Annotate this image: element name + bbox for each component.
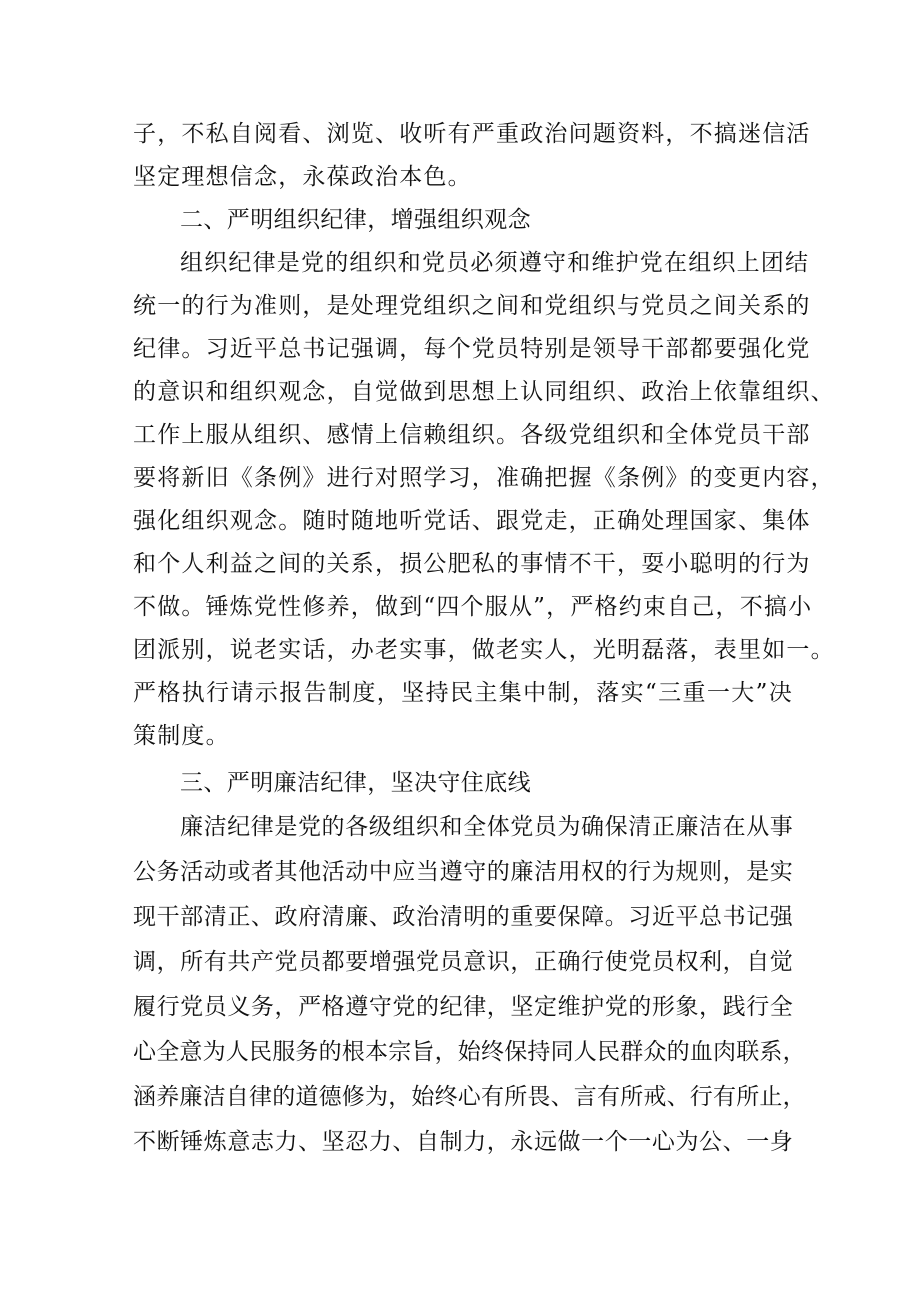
paragraph-line: 的意识和组织观念，自觉做到思想上认同组织、政治上依靠组织、 [133, 379, 835, 405]
paragraph-line: 不做。锤炼党性修养，做到“四个服从”，严格约束自己，不搞小 [133, 594, 813, 620]
section-heading: 二、严明组织纪律，增强组织观念 [180, 207, 531, 233]
paragraph-line: 和个人利益之间的关系，损公肥私的事情不干，耍小聪明的行为 [133, 551, 811, 577]
paragraph-line: 严格执行请示报告制度，坚持民主集中制，落实“三重一大”决 [133, 680, 793, 706]
paragraph-line: 组织纪律是党的组织和党员必须遵守和维护党在组织上团结 [180, 250, 810, 276]
paragraph-line: 团派别，说老实话，办老实事，做老实人，光明磊落，表里如一。 [133, 637, 835, 663]
paragraph-line: 纪律。习近平总书记强调，每个党员特别是领导干部都要强化党 [133, 336, 811, 362]
paragraph-line: 现干部清正、政府清廉、政治清明的重要保障。习近平总书记强 [133, 904, 793, 930]
paragraph-line: 子，不私自阅看、浏览、收听有严重政治问题资料，不搞迷信活 [133, 121, 811, 147]
paragraph-line: 坚定理想信念，永葆政治本色。 [133, 164, 472, 190]
paragraph-line: 公务活动或者其他活动中应当遵守的廉洁用权的行为规则，是实 [133, 859, 793, 885]
paragraph-line: 心全意为人民服务的根本宗旨，始终保持同人民群众的血肉联系， [133, 1039, 806, 1065]
paragraph-line: 策制度。 [133, 723, 230, 749]
paragraph-line: 要将新旧《条例》进行对照学习，准确把握《条例》的变更内容， [133, 465, 835, 491]
paragraph-line: 履行党员义务，严格遵守党的纪律，坚定维护党的形象，践行全 [133, 994, 793, 1020]
paragraph-line: 工作上服从组织、感情上信赖组织。各级党组织和全体党员干部 [133, 422, 811, 448]
paragraph-line: 强化组织观念。随时随地听党话、跟党走，正确处理国家、集体 [133, 508, 811, 534]
paragraph-line: 调，所有共产党员都要增强党员意识，正确行使党员权利，自觉 [133, 949, 793, 975]
paragraph-line: 统一的行为准则，是处理党组织之间和党组织与党员之间关系的 [133, 293, 811, 319]
paragraph-line: 不断锤炼意志力、坚忍力、自制力，永远做一个一心为公、一身 [133, 1129, 793, 1155]
paragraph-line: 廉洁纪律是党的各级组织和全体党员为确保清正廉洁在从事 [180, 814, 793, 840]
section-heading: 三、严明廉洁纪律，坚决守住底线 [180, 770, 531, 796]
paragraph-line: 涵养廉洁自律的道德修为，始终心有所畏、言有所戒、行有所止， [133, 1084, 806, 1110]
